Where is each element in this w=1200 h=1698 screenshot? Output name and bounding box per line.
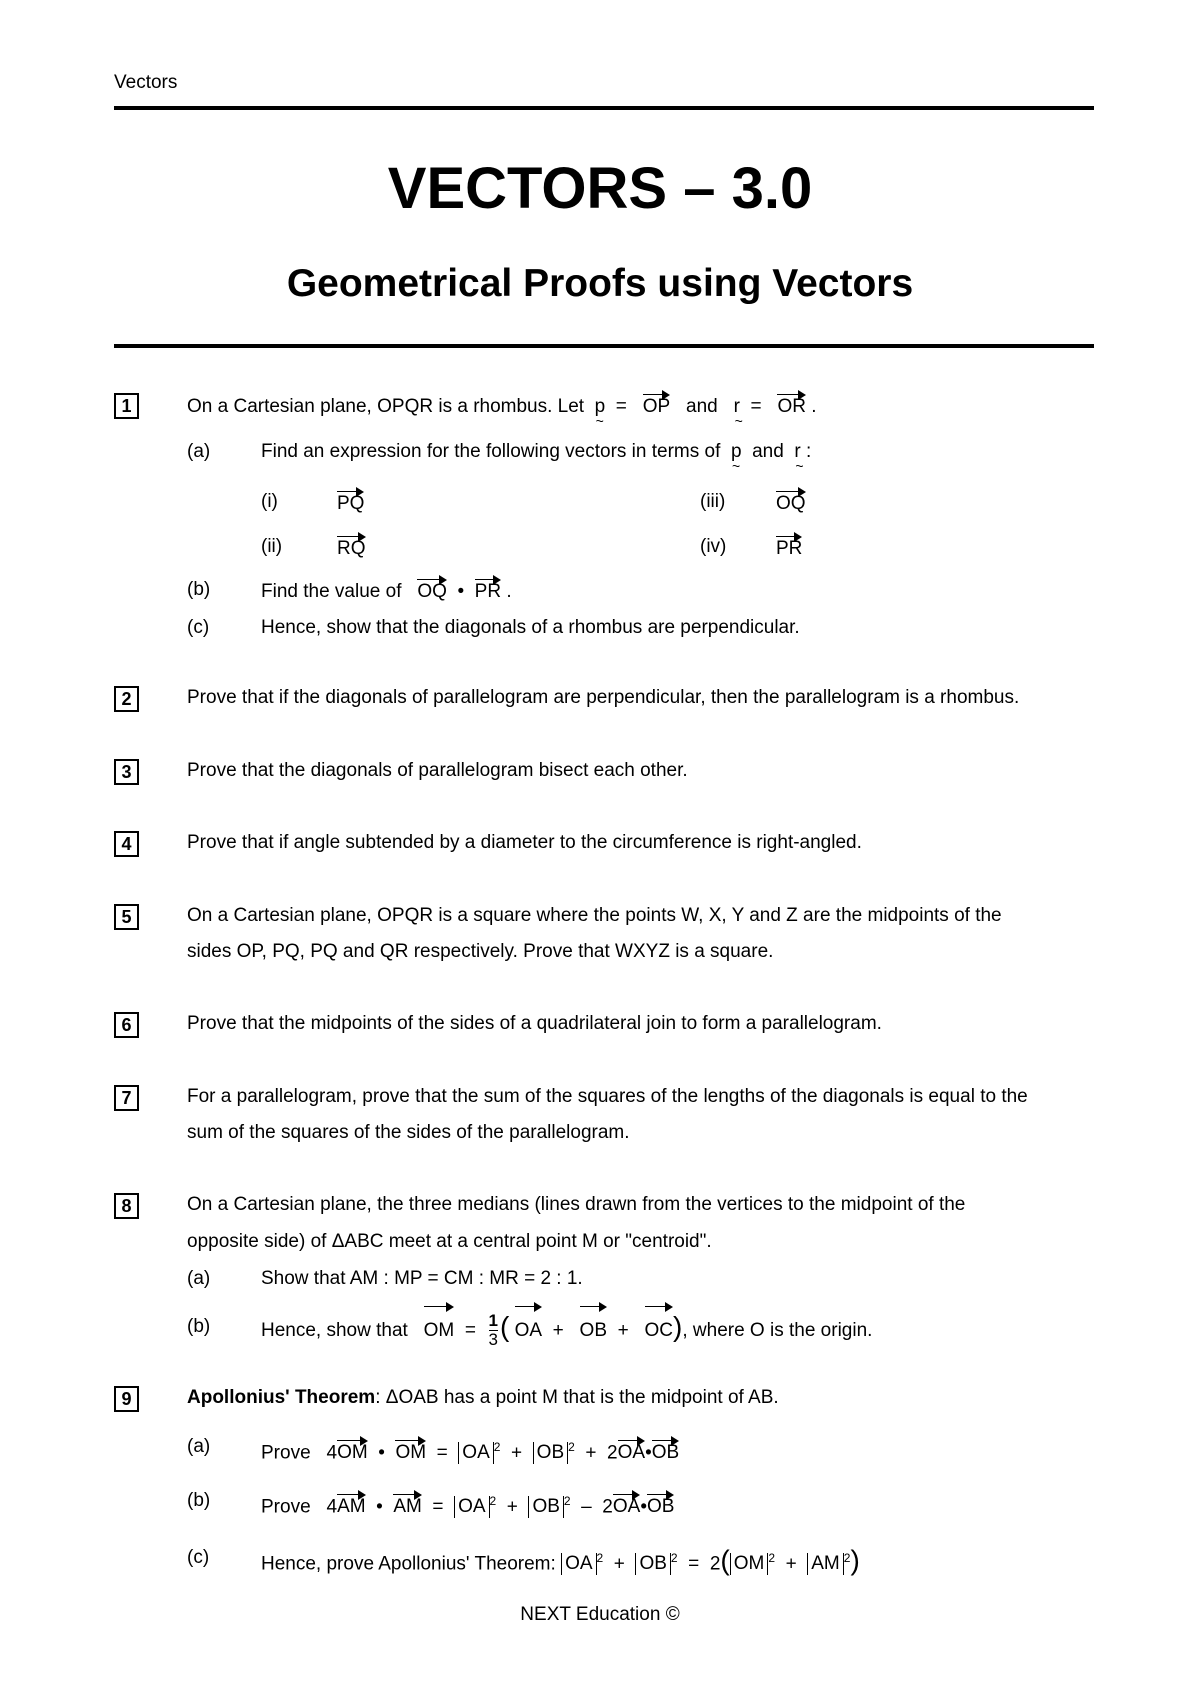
question-number-4: 4 bbox=[114, 831, 139, 857]
q1-i-vector: PQ bbox=[337, 490, 364, 516]
q1-iv-vector: PR bbox=[776, 535, 802, 561]
q1-ii-label: (ii) bbox=[261, 536, 283, 557]
one-third-fraction: $\frac{1}{3}$ bbox=[488, 1311, 498, 1350]
q1-iv-label: (iv) bbox=[700, 536, 727, 557]
q4-text: Prove that if angle subtended by a diameter to the circumference is right-angled. bbox=[187, 832, 862, 853]
running-header: Vectors bbox=[114, 72, 178, 93]
q1-i-label: (i) bbox=[261, 491, 278, 512]
question-number-1: 1 bbox=[114, 393, 139, 419]
q1-stem: On a Cartesian plane, OPQR is a rhombus. Let p ~ = OP and r ~ = OR . bbox=[187, 393, 817, 419]
page-title: VECTORS – 3.0 bbox=[387, 156, 813, 221]
q8-line2: opposite side) of ΔABC meet at a central point M or "centroid". bbox=[187, 1231, 712, 1252]
q9-c-label: (c) bbox=[187, 1547, 210, 1568]
page-subtitle: Geometrical Proofs using Vectors bbox=[286, 262, 914, 305]
vector-OP: OP bbox=[643, 393, 670, 419]
question-number-5: 5 bbox=[114, 904, 139, 930]
q1-c-text: Hence, show that the diagonals of a rhombus are perpendicular. bbox=[261, 617, 800, 638]
q7-line2: sum of the squares of the sides of the parallelogram. bbox=[187, 1122, 630, 1143]
q9-a-equation: Prove 4OM • OM = OA $^2$ + OB $^2$ + 2OA•OB bbox=[261, 1440, 680, 1464]
question-number-6: 6 bbox=[114, 1012, 139, 1038]
q5-line1: On a Cartesian plane, OPQR is a square where the points W, X, Y and Z are the midpoints of the bbox=[187, 905, 1002, 926]
q6-text: Prove that the midpoints of the sides of a quadrilateral join to form a parallelogram. bbox=[187, 1013, 882, 1034]
question-number-2: 2 bbox=[114, 686, 139, 712]
q9-b-equation: Prove 4AM • AM = OA $^2$ + OB $^2$ – 2OA•OB bbox=[261, 1494, 675, 1518]
q9-b-label: (b) bbox=[187, 1490, 211, 1511]
q2-text: Prove that if the diagonals of parallelogram are perpendicular, then the parallelogram is a rhombus. bbox=[187, 687, 1020, 708]
q9-a-label: (a) bbox=[187, 1436, 211, 1457]
q8-a-label: (a) bbox=[187, 1268, 211, 1289]
q1-b-text: Find the value of OQ • PR . bbox=[261, 578, 512, 604]
q8-b-text: Hence, show that OM = $\frac{1}{3}$ ( OA + OB + OC), where O is the origin. bbox=[261, 1303, 872, 1355]
q9-stem: Apollonius' Theorem: ΔOAB has a point M that is the midpoint of AB. bbox=[187, 1387, 779, 1408]
q5-line2: sides OP, PQ, PQ and QR respectively. Prove that WXYZ is a square. bbox=[187, 941, 774, 962]
q3-text: Prove that the diagonals of parallelogram bisect each other. bbox=[187, 760, 688, 781]
question-number-8: 8 bbox=[114, 1193, 139, 1219]
q1-ii-vector: RQ bbox=[337, 535, 366, 561]
q7-line1: For a parallelogram, prove that the sum of the squares of the lengths of the diagonals is equal to the bbox=[187, 1086, 1028, 1107]
q1-a-label: (a) bbox=[187, 441, 211, 462]
q9-c-equation: Hence, prove Apollonius' Theorem: OA $^2$ + OB $^2$ = 2( OM $^2$ + AM $^2$) bbox=[261, 1544, 860, 1576]
q1-b-label: (b) bbox=[187, 579, 211, 600]
q8-a-text: Show that AM : MP = CM : MR = 2 : 1. bbox=[261, 1268, 583, 1289]
q8-b-label: (b) bbox=[187, 1316, 211, 1337]
vector-OR: OR bbox=[777, 393, 806, 419]
footer-copyright: NEXT Education © bbox=[520, 1604, 680, 1625]
question-number-3: 3 bbox=[114, 759, 139, 785]
question-number-7: 7 bbox=[114, 1085, 139, 1111]
q1-a-text: Find an expression for the following vectors in terms of p ~ and r ~ : bbox=[261, 440, 811, 464]
q1-iii-label: (iii) bbox=[700, 491, 726, 512]
q8-line1: On a Cartesian plane, the three medians (lines drawn from the vertices to the midpoint of the bbox=[187, 1194, 966, 1215]
question-number-9: 9 bbox=[114, 1386, 139, 1412]
q1-iii-vector: OQ bbox=[776, 490, 806, 516]
header-rule bbox=[114, 106, 1094, 110]
q1-c-label: (c) bbox=[187, 617, 210, 638]
title-rule bbox=[114, 344, 1094, 348]
